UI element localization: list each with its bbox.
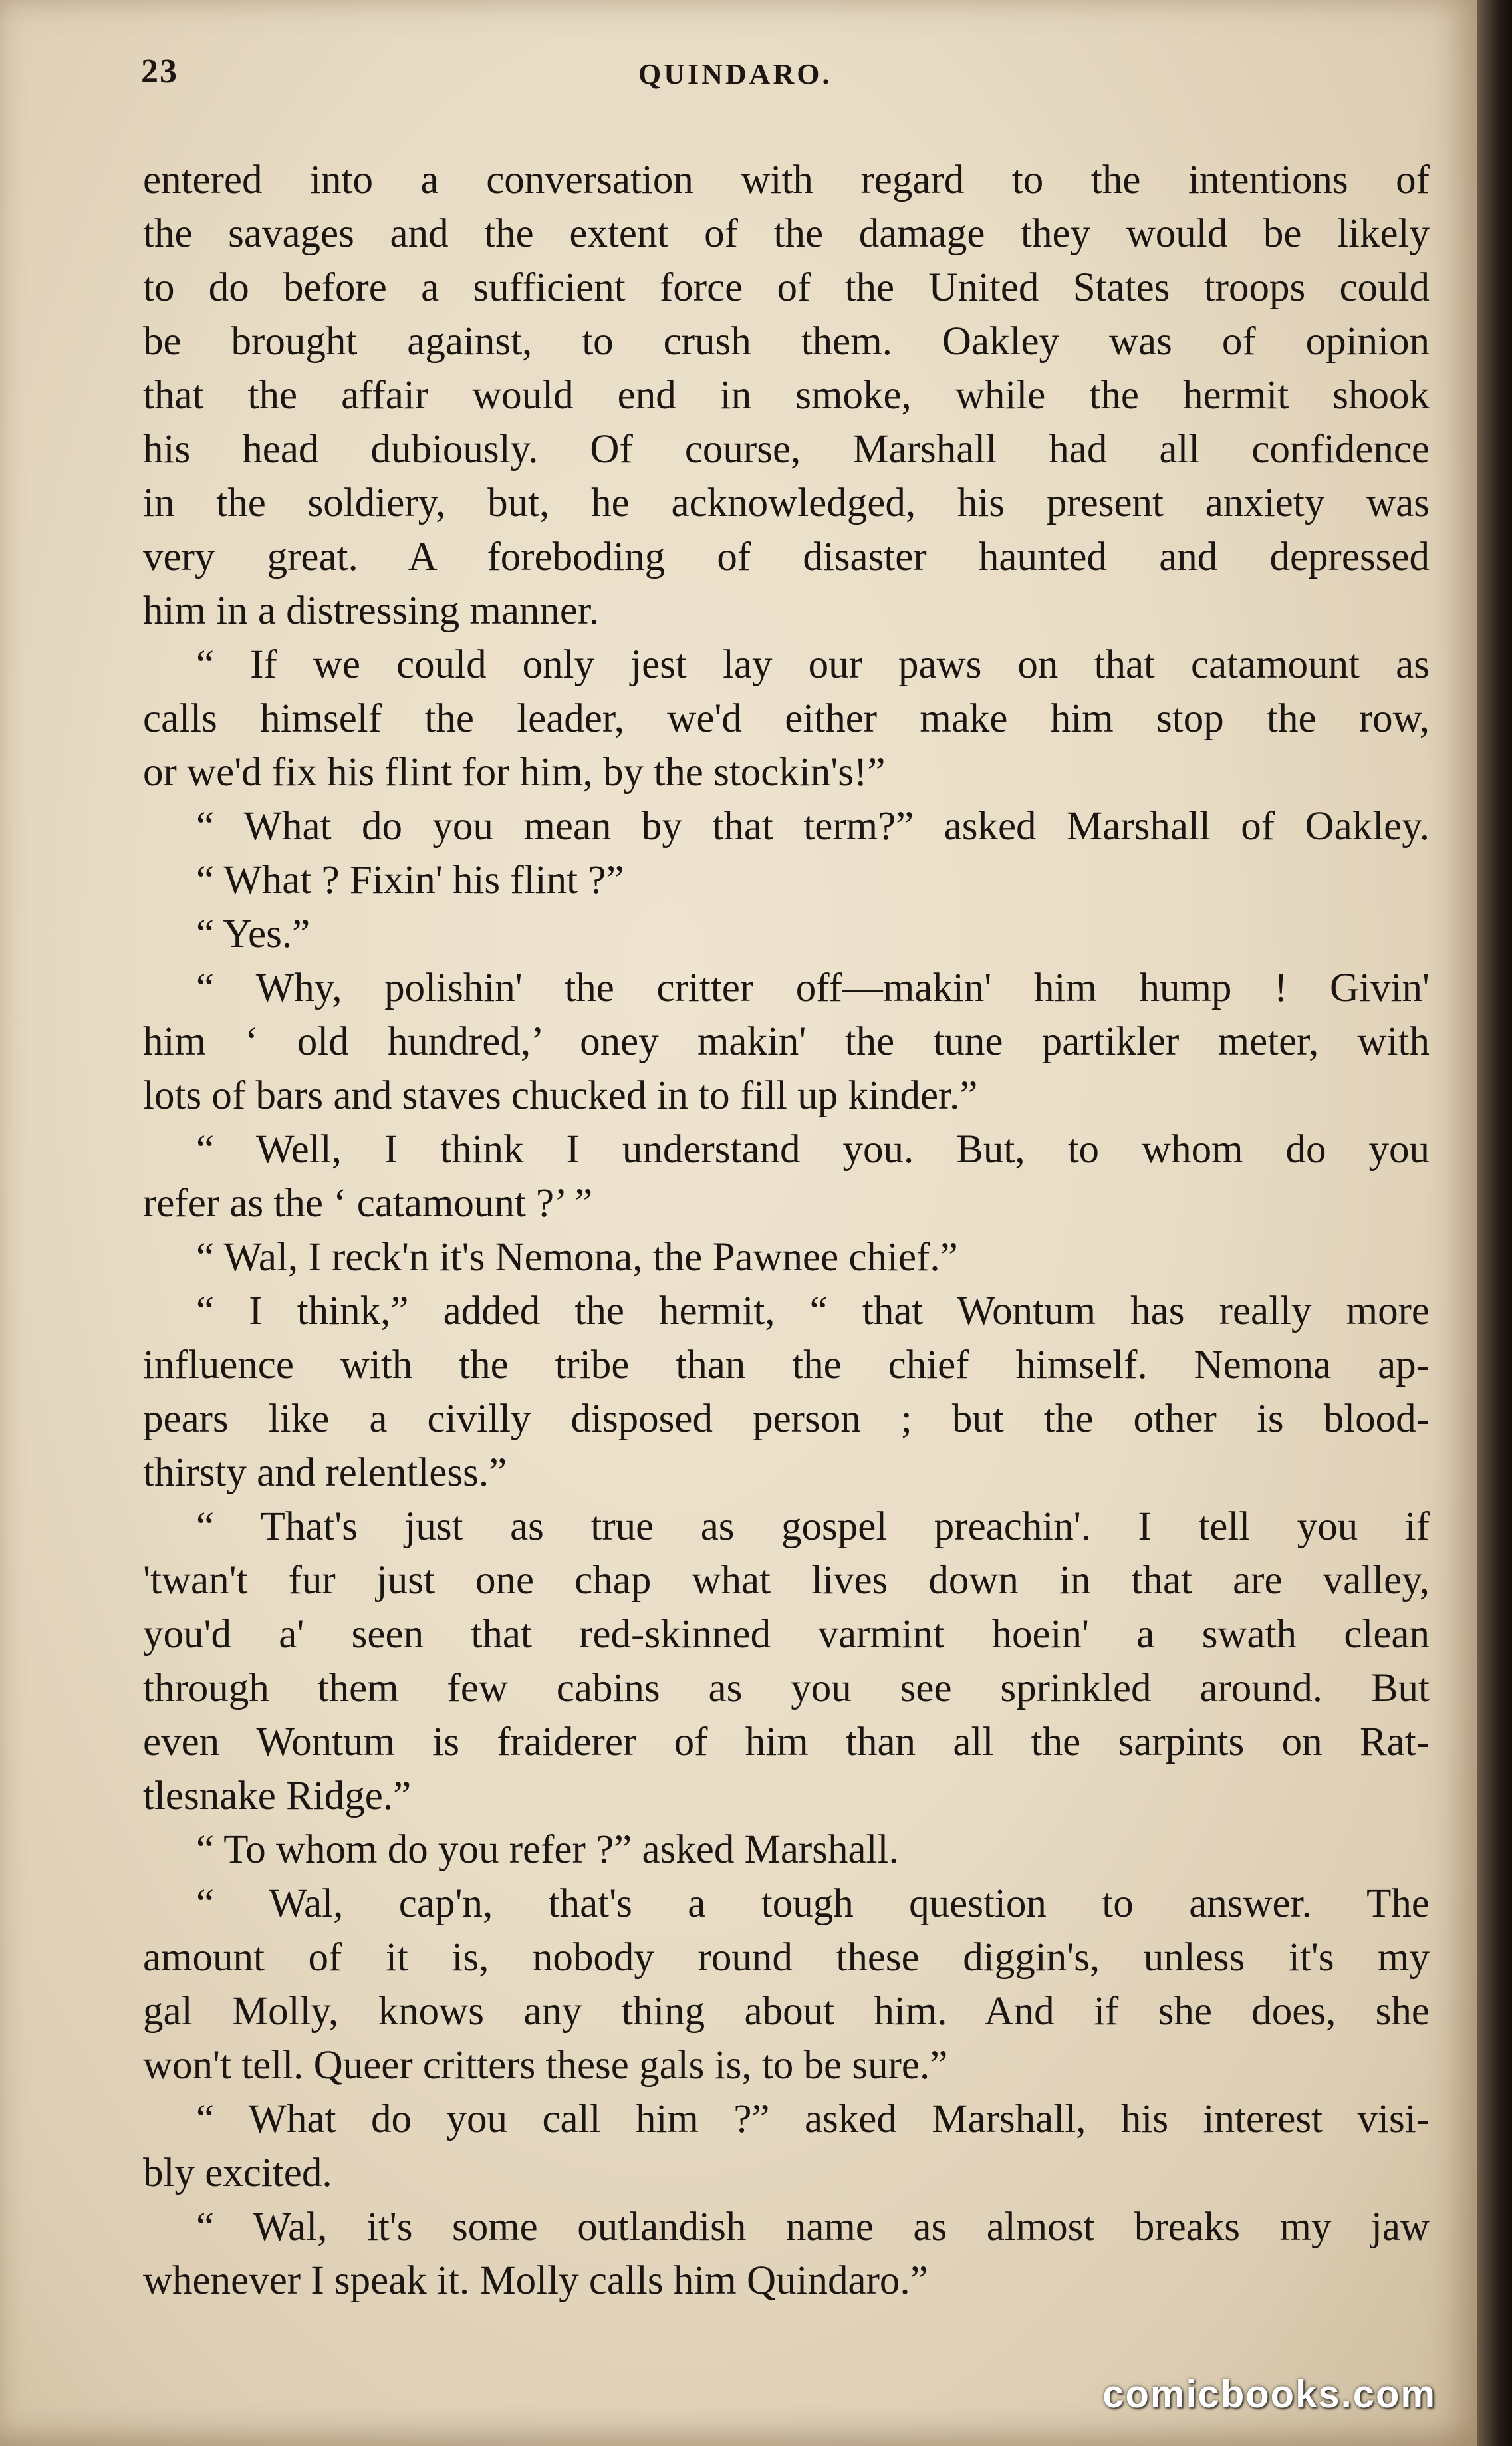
text-line: calls himself the leader, we'd either make him stop the row, [143,696,1430,741]
text-line: “ That's just as true as gospel preachin'. I tell you if [196,1504,1430,1549]
text-line: refer as the ‘ catamount ?’ ” [143,1181,593,1226]
text-line: “ Wal, cap'n, that's a tough question to answer. The [196,1881,1430,1926]
text-line: whenever I speak it. Molly calls him Quindaro.” [143,2258,928,2303]
page-edge-shadow [1477,0,1512,2446]
text-line: or we'd fix his flint for him, by the stockin's!” [143,750,886,795]
text-line: won't tell. Queer critters these gals is, to be sure.” [143,2043,948,2088]
text-line: influence with the tribe than the chief himself. Nemona ap- [143,1343,1430,1387]
text-line: “ Yes.” [196,912,311,956]
page-header [0,52,1477,98]
text-line: 'twan't fur just one chap what lives down in that are valley, [143,1558,1430,1603]
text-line: him ‘ old hundred,’ oney makin' the tune partikler meter, with [143,1019,1430,1064]
text-line: lots of bars and staves chucked in to fill up kinder.” [143,1073,978,1118]
text-line: even Wontum is fraiderer of him than all the sarpints on Rat- [143,1720,1430,1764]
text-line: you'd a' seen that red-skinned varmint hoein' a swath clean [143,1612,1430,1657]
text-line: through them few cabins as you see sprinkled around. But [143,1666,1430,1710]
text-line: bly excited. [143,2151,332,2195]
text-line: him in a distressing manner. [143,589,600,633]
text-line: “ Wal, it's some outlandish name as almost breaks my jaw [196,2205,1430,2249]
text-line: very great. A foreboding of disaster haunted and depressed [143,535,1430,579]
text-line: “ What do you mean by that term?” asked Marshall of Oakley. [196,804,1430,849]
text-line: the savages and the extent of the damage they would be likely [143,211,1430,256]
text-line: “ If we could only jest lay our paws on that catamount as [196,642,1430,687]
text-line: pears like a civilly disposed person ; but the other is blood- [143,1397,1430,1441]
running-head: QUINDARO. [638,58,832,90]
text-line: “ To whom do you refer ?” asked Marshall. [196,1828,899,1872]
page-number: 23 [141,53,178,90]
text-line: thirsty and relentless.” [143,1450,507,1495]
text-line: entered into a conversation with regard to the intentions of [143,158,1430,202]
text-line: “ What do you call him ?” asked Marshall, his interest visi- [196,2097,1430,2141]
text-line: his head dubiously. Of course, Marshall had all confidence [143,427,1430,472]
body-text [143,153,1430,2308]
text-line: that the affair would end in smoke, while the hermit shook [143,373,1430,418]
watermark: comicbooks.com [1102,2373,1436,2416]
text-line: “ Well, I think I understand you. But, to whom do you [196,1127,1430,1172]
text-line: be brought against, to crush them. Oakley was of opinion [143,319,1430,364]
text-line: amount of it is, nobody round these diggin's, unless it's my [143,1935,1430,1980]
text-line: tlesnake Ridge.” [143,1774,412,1818]
text-line: “ Why, polishin' the critter off—makin' him hump ! Givin' [196,966,1430,1010]
text-line: “ I think,” added the hermit, “ that Wontum has really more [196,1289,1430,1333]
text-line: gal Molly, knows any thing about him. And if she does, she [143,1989,1430,2034]
text-line: “ What ? Fixin' his flint ?” [196,858,624,902]
text-line: to do before a sufficient force of the United States troops could [143,265,1430,310]
text-line: “ Wal, I reck'n it's Nemona, the Pawnee chief.” [196,1235,958,1280]
text-line: in the soldiery, but, he acknowledged, his present anxiety was [143,481,1430,525]
